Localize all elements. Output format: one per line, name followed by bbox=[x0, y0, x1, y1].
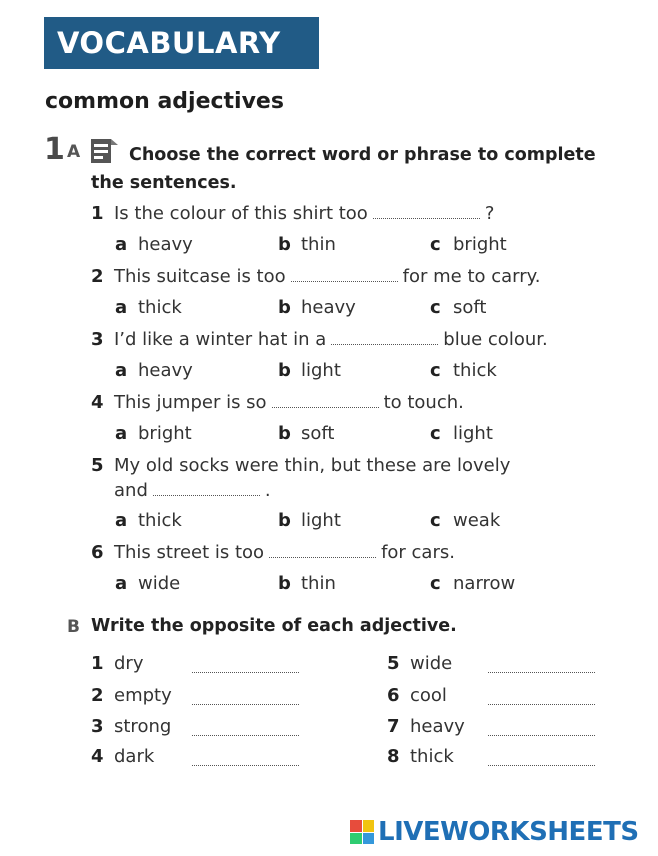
option-a[interactable]: a thick bbox=[115, 510, 182, 531]
section-banner: VOCABULARY bbox=[44, 17, 319, 69]
option-b[interactable]: b thin bbox=[278, 234, 336, 255]
question-text: I’d like a winter hat in a bbox=[114, 329, 327, 350]
part-b-instruction: Write the opposite of each adjective. bbox=[91, 616, 457, 636]
part-b-item: 3 strong bbox=[91, 716, 172, 737]
option-b[interactable]: b light bbox=[278, 360, 341, 381]
answer-blank[interactable] bbox=[192, 735, 299, 736]
question-number: 4 bbox=[91, 392, 104, 413]
answer-blank[interactable] bbox=[272, 393, 379, 408]
question-5-continued bbox=[114, 479, 271, 503]
question-text: This street is too bbox=[114, 542, 265, 563]
section-subtitle: common adjectives bbox=[45, 89, 284, 114]
question-text-after: . bbox=[264, 480, 271, 501]
answer-blank[interactable] bbox=[192, 672, 299, 673]
answer-blank[interactable] bbox=[291, 267, 398, 282]
question-text-after: ? bbox=[484, 203, 495, 224]
part-b-item: 1 dry bbox=[91, 653, 144, 674]
question-number: 2 bbox=[91, 266, 104, 287]
part-a-label: A bbox=[67, 142, 81, 162]
question-text-after: blue colour. bbox=[443, 329, 548, 350]
option-b[interactable]: b soft bbox=[278, 423, 335, 444]
option-c[interactable]: c bright bbox=[430, 234, 507, 255]
question-5 bbox=[91, 454, 510, 478]
question-text-after: for me to carry. bbox=[402, 266, 541, 287]
answer-blank[interactable] bbox=[269, 543, 376, 558]
question-text-after: for cars. bbox=[381, 542, 455, 563]
part-b-item: 7 heavy bbox=[387, 716, 465, 737]
question-number: 1 bbox=[91, 203, 104, 224]
exercise-instruction: Choose the correct word or phrase to complete the sentences. bbox=[91, 145, 596, 193]
answer-blank[interactable] bbox=[488, 704, 595, 705]
question-text-after: to touch. bbox=[383, 392, 464, 413]
question-2 bbox=[91, 265, 540, 289]
option-b[interactable]: b thin bbox=[278, 573, 336, 594]
option-a[interactable]: a wide bbox=[115, 573, 181, 594]
part-b-item: 4 dark bbox=[91, 746, 155, 767]
answer-blank[interactable] bbox=[331, 330, 438, 345]
answer-blank[interactable] bbox=[192, 765, 299, 766]
question-1 bbox=[91, 202, 494, 226]
answer-blank[interactable] bbox=[153, 481, 260, 496]
question-number: 5 bbox=[91, 455, 104, 476]
option-a[interactable]: a heavy bbox=[115, 234, 193, 255]
option-a[interactable]: a thick bbox=[115, 297, 182, 318]
part-b-item: 8 thick bbox=[387, 746, 454, 767]
option-c[interactable]: c light bbox=[430, 423, 493, 444]
option-a[interactable]: a heavy bbox=[115, 360, 193, 381]
question-text: This jumper is so bbox=[114, 392, 267, 413]
liveworksheets-logo-icon bbox=[350, 820, 374, 844]
question-4 bbox=[91, 391, 464, 415]
exercise-number: 1 bbox=[44, 132, 65, 167]
answer-blank[interactable] bbox=[373, 204, 480, 219]
part-b-label: B bbox=[67, 617, 80, 637]
part-b-item: 5 wide bbox=[387, 653, 453, 674]
option-b[interactable]: b heavy bbox=[278, 297, 356, 318]
option-c[interactable]: c weak bbox=[430, 510, 501, 531]
brand-name: LIVEWORKSHEETS bbox=[378, 817, 639, 847]
question-text: and bbox=[114, 480, 148, 501]
liveworksheets-footer[interactable] bbox=[350, 816, 650, 848]
part-b-item: 2 empty bbox=[91, 685, 172, 706]
option-c[interactable]: c soft bbox=[430, 297, 487, 318]
question-text: My old socks were thin, but these are lovely bbox=[114, 455, 511, 476]
option-b[interactable]: b light bbox=[278, 510, 341, 531]
answer-blank[interactable] bbox=[192, 704, 299, 705]
answer-blank[interactable] bbox=[488, 765, 595, 766]
answer-blank[interactable] bbox=[488, 672, 595, 673]
option-a[interactable]: a bright bbox=[115, 423, 192, 444]
question-6 bbox=[91, 541, 455, 565]
option-c[interactable]: c thick bbox=[430, 360, 497, 381]
question-text: Is the colour of this shirt too bbox=[114, 203, 368, 224]
question-number: 6 bbox=[91, 542, 104, 563]
option-c[interactable]: c narrow bbox=[430, 573, 516, 594]
question-number: 3 bbox=[91, 329, 104, 350]
question-text: This suitcase is too bbox=[114, 266, 286, 287]
part-b-item: 6 cool bbox=[387, 685, 447, 706]
question-3 bbox=[91, 328, 548, 352]
answer-blank[interactable] bbox=[488, 735, 595, 736]
